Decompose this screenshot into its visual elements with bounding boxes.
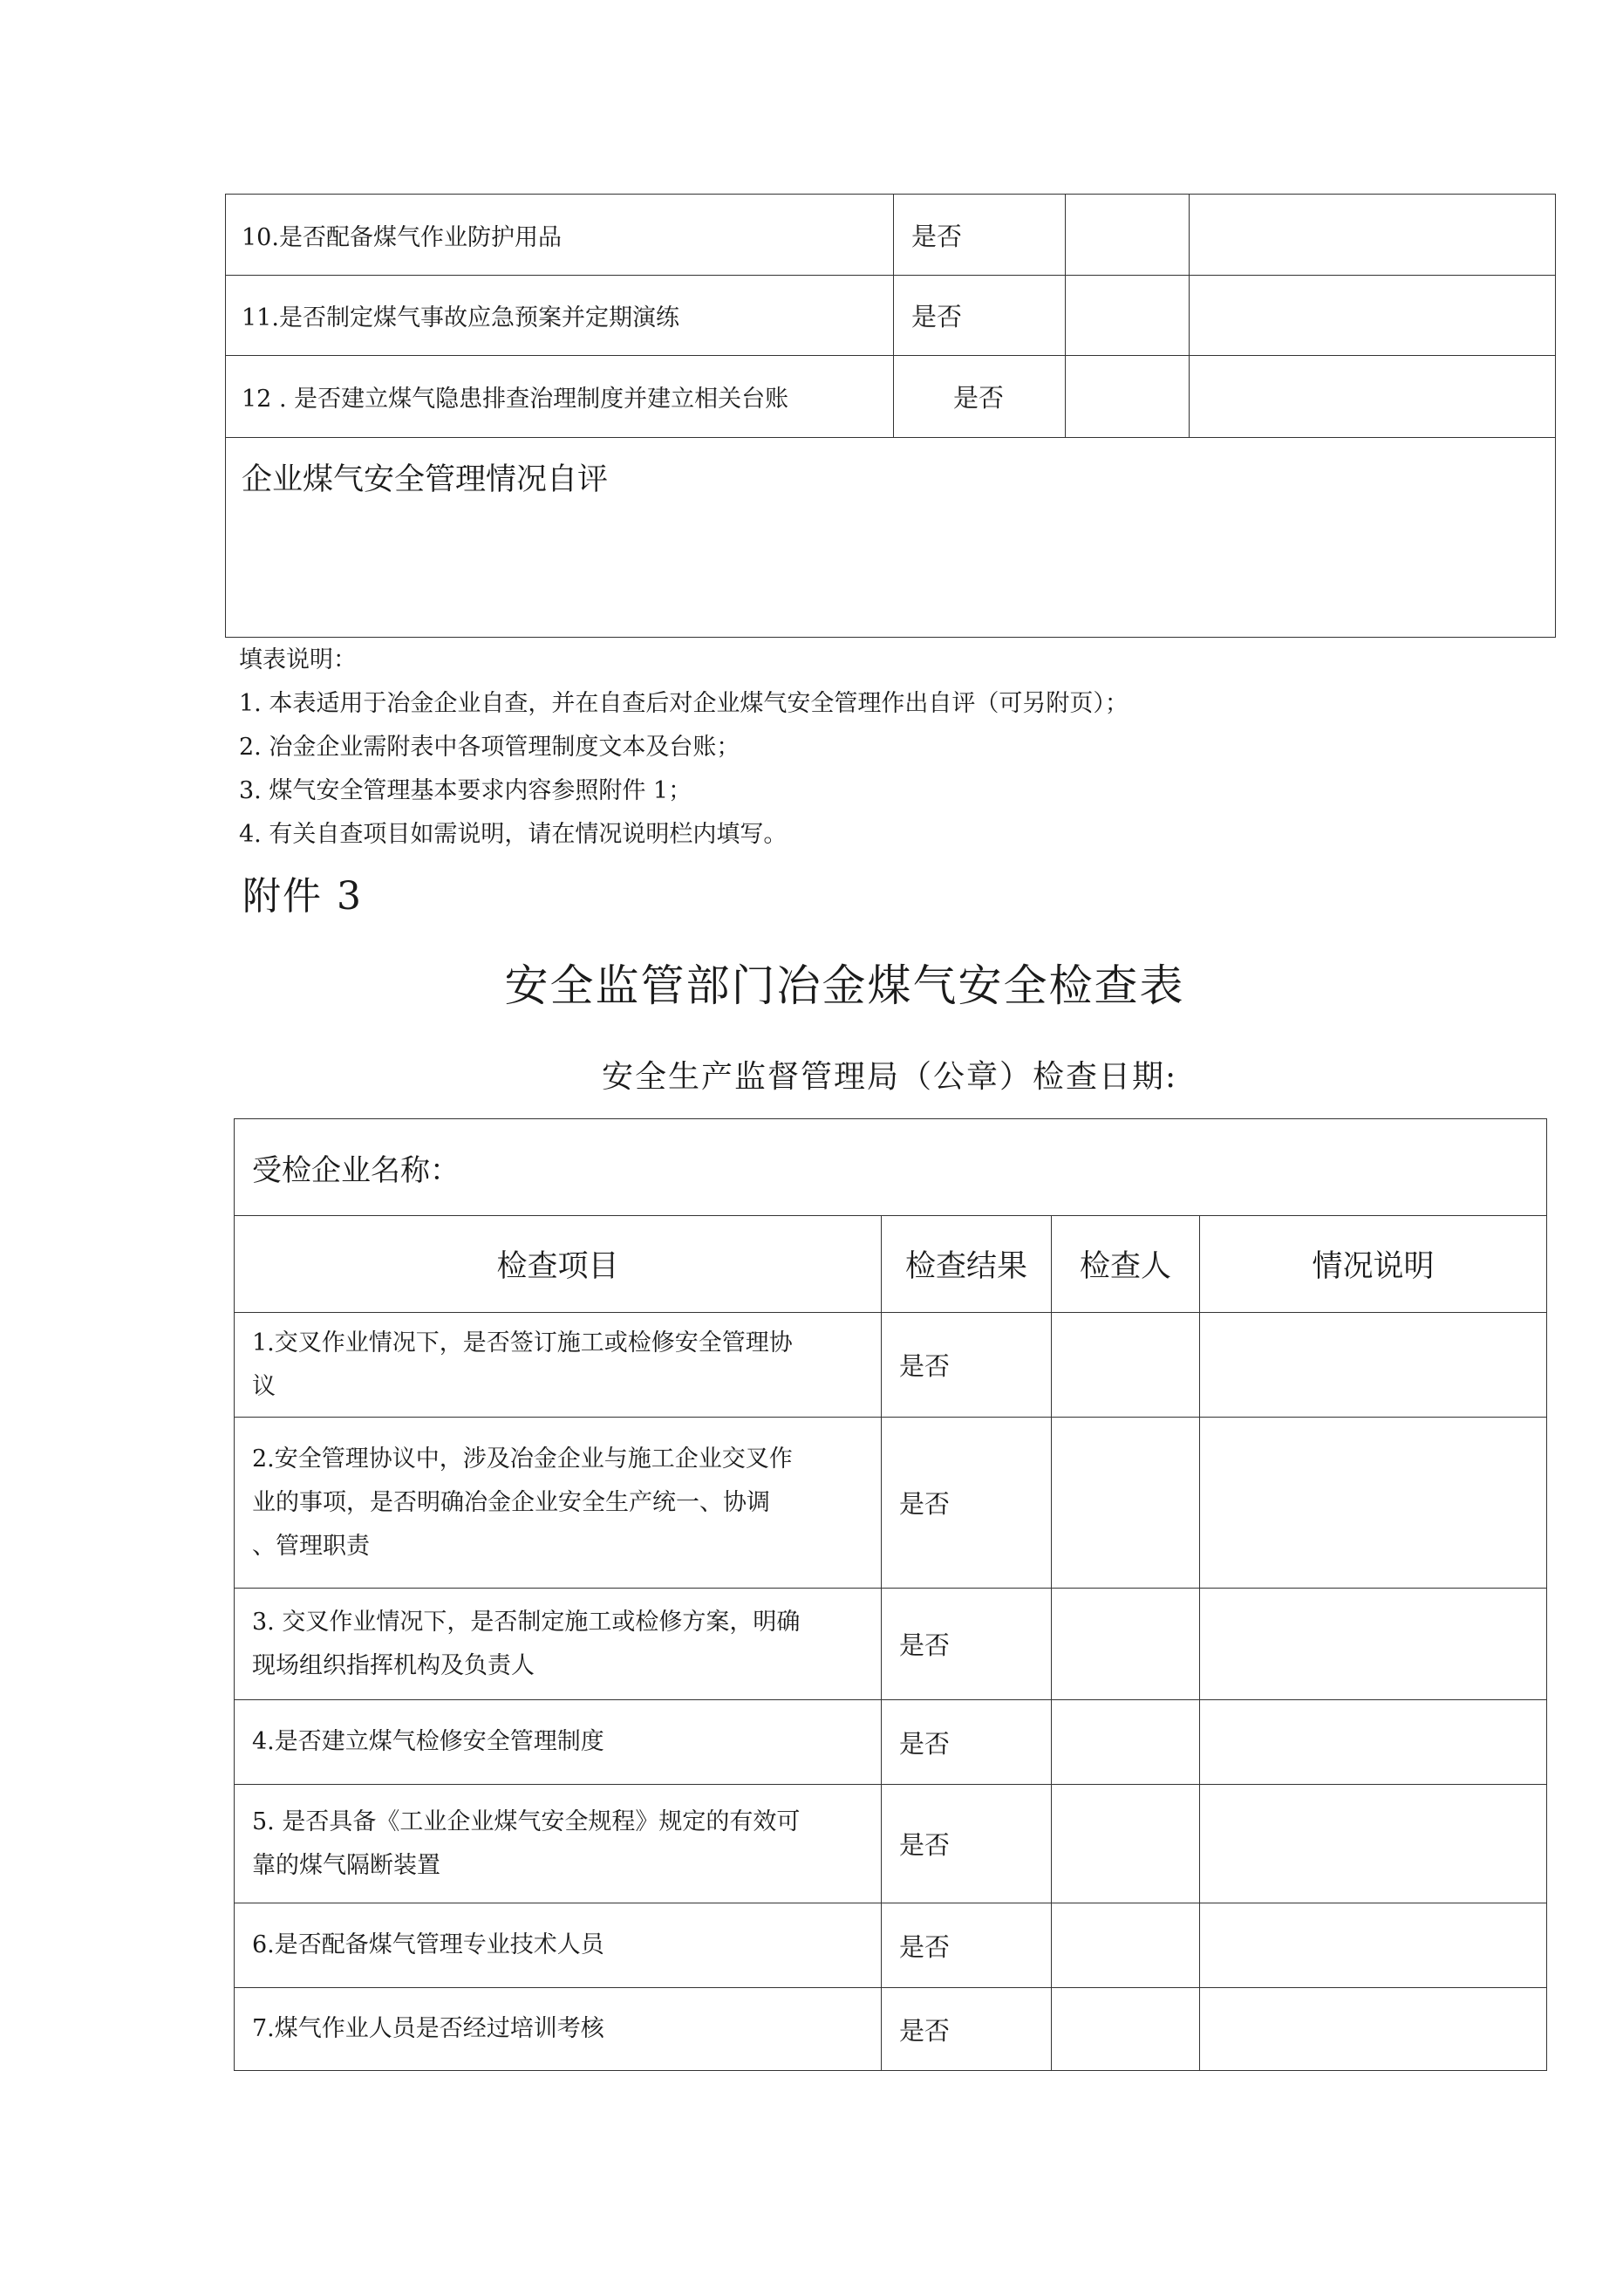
item-cell [235, 1418, 882, 1589]
top-check-table [225, 194, 1556, 638]
remark-cell [1200, 1785, 1547, 1903]
inspector-cell [1052, 1700, 1200, 1785]
inspector-cell [1052, 1589, 1200, 1700]
remark-cell [1190, 276, 1556, 356]
result-cell: 是否 [894, 356, 1066, 438]
item-cell: 11.是否制定煤气事故应急预案并定期演练 [226, 276, 894, 356]
inspector-cell [1066, 356, 1190, 438]
note-item: 4. 有关自查项目如需说明，请在情况说明栏内填写。 [239, 821, 788, 848]
remark-cell [1200, 1988, 1547, 2071]
header-check-item: 检查项目 [235, 1216, 882, 1313]
inspector-cell [1066, 276, 1190, 356]
header-remarks: 情况说明 [1200, 1216, 1547, 1313]
table-row [235, 1785, 1547, 1903]
item-line: 业的事项，是否明确冶金企业安全生产统一、协调 [252, 1488, 770, 1516]
note-item: 1. 本表适用于冶金企业自查，并在自查后对企业煤气安全管理作出自评（可另附页）； [239, 690, 1129, 717]
table-row [235, 1589, 1547, 1700]
company-row [235, 1119, 1547, 1216]
item-line: 议 [252, 1372, 276, 1400]
note-item: 2. 冶金企业需附表中各项管理制度文本及台账； [239, 734, 740, 761]
item-cell [235, 1589, 882, 1700]
agency-date-line: 安全生产监督管理局（公章）检查日期: [602, 1059, 1178, 1095]
result-cell: 是否 [894, 276, 1066, 356]
inspector-cell [1052, 1988, 1200, 2071]
inspector-cell [1066, 195, 1190, 276]
item-line: 现场组织指挥机构及负责人 [252, 1651, 535, 1679]
result-cell: 是否 [894, 195, 1066, 276]
self-eval-row [226, 438, 1556, 638]
document-title-text: 安全监管部门冶金煤气安全检查表 [504, 960, 1185, 1011]
item-cell: 10.是否配备煤气作业防护用品 [226, 195, 894, 276]
remark-cell [1190, 356, 1556, 438]
document-title [0, 951, 1623, 1014]
item-cell [235, 1903, 882, 1988]
result-cell: 是否 [882, 1313, 1052, 1418]
table-row [235, 1700, 1547, 1785]
result-cell: 是否 [882, 1418, 1052, 1589]
result-cell: 是否 [882, 1903, 1052, 1988]
table-row [235, 1418, 1547, 1589]
table-row [235, 1313, 1547, 1418]
item-line: 1.交叉作业情况下，是否签订施工或检修安全管理协 [252, 1329, 793, 1356]
note-item: 3. 煤气安全管理基本要求内容参照附件 1； [239, 777, 692, 804]
item-cell [235, 1313, 882, 1418]
item-line: 2.安全管理协议中，涉及冶金企业与施工企业交叉作 [252, 1445, 793, 1473]
header-row [235, 1216, 1547, 1313]
self-eval-label: 企业煤气安全管理情况自评 [226, 438, 1556, 638]
result-cell: 是否 [882, 1589, 1052, 1700]
item-cell [235, 1700, 882, 1785]
table-row [226, 356, 1556, 438]
remark-cell [1200, 1903, 1547, 1988]
result-cell: 是否 [882, 1988, 1052, 2071]
inspector-cell [1052, 1418, 1200, 1589]
remark-cell [1190, 195, 1556, 276]
inspector-cell [1052, 1785, 1200, 1903]
header-inspector: 检查人 [1052, 1216, 1200, 1313]
remark-cell [1200, 1313, 1547, 1418]
item-line: 4.是否建立煤气检修安全管理制度 [252, 1728, 604, 1755]
notes-heading: 填表说明： [239, 646, 357, 673]
inspection-table [234, 1118, 1547, 2071]
table-row [226, 276, 1556, 356]
remark-cell [1200, 1700, 1547, 1785]
item-cell [235, 1785, 882, 1903]
item-cell [235, 1988, 882, 2071]
item-line: 5. 是否具备《工业企业煤气安全规程》规定的有效可 [252, 1807, 801, 1835]
item-line: 6.是否配备煤气管理专业技术人员 [252, 1931, 604, 1958]
remark-cell [1200, 1418, 1547, 1589]
item-line: 靠的煤气隔断装置 [252, 1851, 440, 1879]
fill-instructions [239, 639, 1129, 857]
table-row [235, 1988, 1547, 2071]
header-check-result: 检查结果 [882, 1216, 1052, 1313]
table-row [235, 1903, 1547, 1988]
inspector-cell [1052, 1903, 1200, 1988]
result-cell: 是否 [882, 1700, 1052, 1785]
remark-cell [1200, 1589, 1547, 1700]
result-cell: 是否 [882, 1785, 1052, 1903]
table-row [226, 195, 1556, 276]
company-name-label: 受检企业名称： [235, 1119, 1547, 1216]
item-line: 7.煤气作业人员是否经过培训考核 [252, 2015, 604, 2042]
item-line: 、管理职责 [252, 1532, 370, 1560]
item-line: 3. 交叉作业情况下，是否制定施工或检修方案，明确 [252, 1608, 801, 1636]
item-cell: 12 . 是否建立煤气隐患排查治理制度并建立相关台账 [226, 356, 894, 438]
attachment-label: 附件 3 [242, 874, 363, 919]
inspector-cell [1052, 1313, 1200, 1418]
